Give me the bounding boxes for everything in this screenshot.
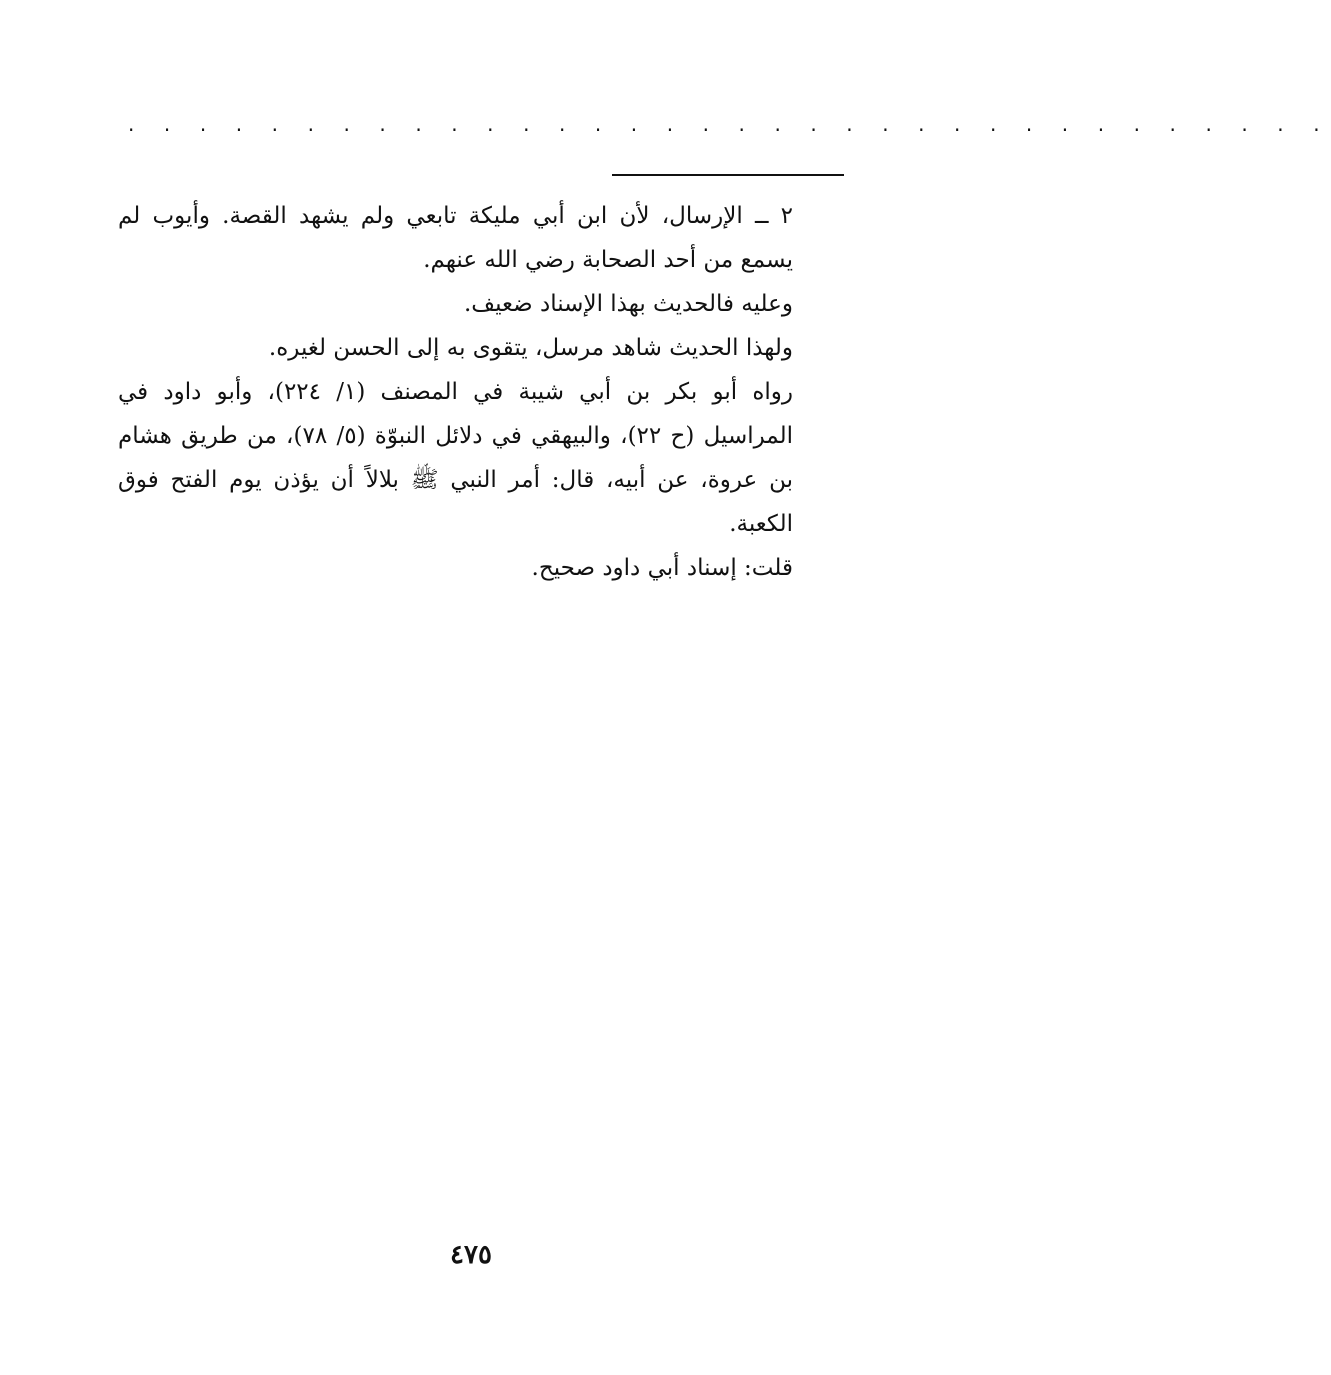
paragraph-weak-chain: وعليه فالحديث بهذا الإسناد ضعيف. [464,291,793,317]
paragraph-mursal-witness: ولهذا الحديث شاهد مرسل، يتقوى به إلى الحسن لغيره. [268,335,793,361]
footnote-body [118,194,845,590]
dotted-separator: . . . . . . . . . . . . . . . . . . . . . . . . . . . . . . . . . . [128,112,1331,136]
paragraph-conclusion: قلت: إسناد أبي داود صحيح. [531,555,793,581]
paragraph-irsal: ٢ ــ الإرسال، لأن ابن أبي مليكة تابعي ولم يشهد القصة. وأيوب لم يسمع من أحد الصحابة رضي الله عنهم. [118,203,793,273]
page-number: ٤٧٥ [450,1240,492,1270]
footnote-rule [612,174,844,176]
paragraph-narrations: رواه أبو بكر بن أبي شيبة في المصنف (١/ ٢٢٤)، وأبو داود في المراسيل (ح ٢٢)، والبيهقي في دلائل النبوّة (٥/ ٧٨)، من طريق هشام بن عروة، عن أبيه، قال: أمر النبي ﷺ بلالاً أن يؤذن يوم الفتح فوق الكعبة. [118,379,794,537]
